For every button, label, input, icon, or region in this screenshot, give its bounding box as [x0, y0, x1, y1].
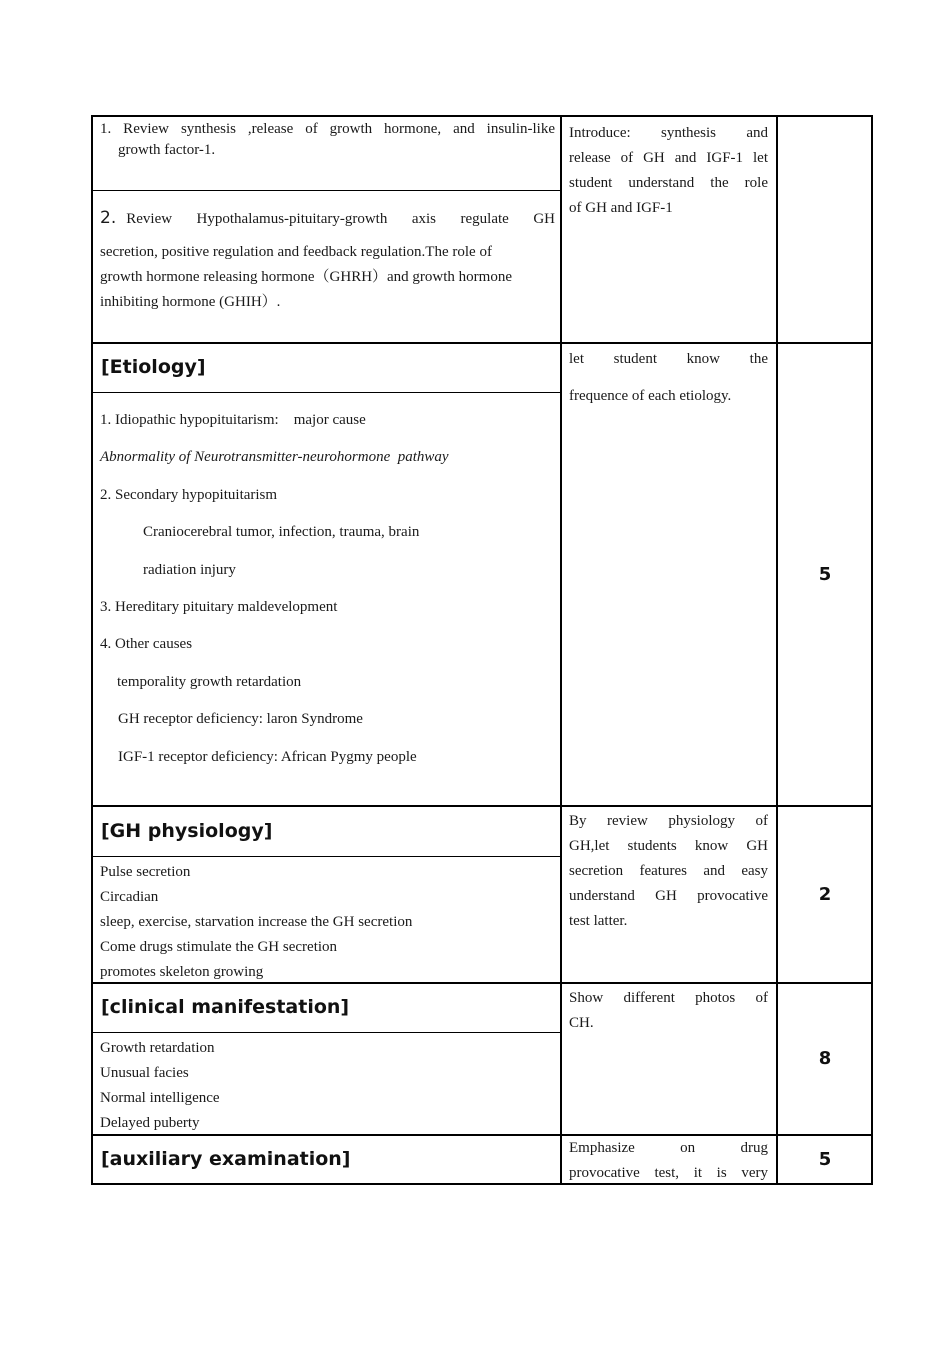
row1-teaching-goal: [569, 121, 768, 221]
etiology-heading: [Etiology]: [101, 356, 206, 378]
cell-divider: [91, 392, 561, 393]
text-line: By review physiology of: [569, 813, 768, 829]
row-divider: [91, 805, 873, 807]
text-line: 1. Review synthesis ,release of growth hormone, and insulin-like: [100, 121, 555, 137]
gh-physiology-heading: [GH physiology]: [101, 820, 273, 842]
etiology-item: 4. Other causes: [100, 636, 193, 653]
cell-divider: [91, 856, 561, 857]
row2-teaching-goal: [569, 351, 768, 405]
etiology-item: 2. Secondary hypopituitarism: [100, 486, 278, 503]
text-line: inhibiting hormone (GHIH）.: [100, 294, 281, 310]
etiology-item: Craniocerebral tumor, infection, trauma, brain: [143, 524, 420, 541]
text-line: understand GH provocative: [569, 888, 768, 904]
text-line: Emphasize on drug: [569, 1140, 768, 1156]
review-axis-text: [100, 208, 555, 315]
physiology-item: Pulse secretion: [100, 864, 191, 880]
etiology-item: temporality growth retardation: [117, 673, 302, 690]
text-line: growth factor-1.: [118, 142, 216, 158]
text-line: release of GH and IGF-1 let: [569, 150, 768, 166]
clinical-manifestation-heading: [clinical manifestation]: [101, 996, 350, 1018]
text-line: Introduce: synthesis and: [569, 125, 768, 141]
manifestation-item: Growth retardation: [100, 1040, 215, 1056]
text-line: provocative test, it is very: [569, 1165, 768, 1181]
review-synthesis-text: [100, 121, 555, 159]
text-line: secretion, positive regulation and feedback regulation.The role of: [100, 244, 492, 260]
clinical-manifestation-list: [100, 1036, 555, 1136]
physiology-item: promotes skeleton growing: [100, 964, 264, 980]
text-line: CH.: [569, 1015, 594, 1031]
manifestation-item: Delayed puberty: [100, 1115, 200, 1131]
etiology-item: GH receptor deficiency: laron Syndrome: [118, 711, 363, 728]
text-line: frequence of each etiology.: [569, 388, 732, 404]
text-line: test latter.: [569, 913, 628, 929]
column-divider-1: [560, 115, 562, 1185]
gh-physiology-list: [100, 860, 555, 985]
text-line: GH,let students know GH: [569, 838, 768, 854]
physiology-item: Come drugs stimulate the GH secretion: [100, 939, 338, 955]
cell-divider: [91, 1032, 561, 1033]
physiology-item: Circadian: [100, 889, 159, 905]
row4-teaching-goal: [569, 986, 768, 1036]
physiology-item: sleep, exercise, starvation increase the GH secretion: [100, 914, 413, 930]
text-line: student understand the role: [569, 175, 768, 191]
text-line: Review Hypothalamus-pituitary-growth axis regulate GH: [126, 211, 555, 227]
text-line: of GH and IGF-1: [569, 200, 673, 216]
gh-physiology-time: 2: [818, 884, 832, 905]
text-line: Show different photos of: [569, 990, 768, 1006]
manifestation-item: Unusual facies: [100, 1065, 189, 1081]
text-line: growth hormone releasing hormone（GHRH）and growth hormone: [100, 269, 513, 285]
auxiliary-examination-time: 5: [818, 1149, 832, 1170]
etiology-item: IGF-1 receptor deficiency: African Pygmy people: [118, 748, 417, 765]
list-number: 2.: [100, 208, 117, 228]
etiology-item: 3. Hereditary pituitary maldevelopment: [100, 599, 338, 616]
etiology-item: Abnormality of Neurotransmitter-neurohormone pathway: [100, 449, 449, 466]
cell-divider: [91, 190, 561, 191]
clinical-manifestation-time: 8: [818, 1048, 832, 1069]
row-divider: [91, 342, 873, 344]
etiology-list: [100, 402, 555, 776]
row3-teaching-goal: [569, 809, 768, 934]
etiology-time: 5: [818, 564, 832, 585]
etiology-item: 1. Idiopathic hypopituitarism: major cause: [100, 412, 366, 428]
auxiliary-examination-heading: [auxiliary examination]: [101, 1148, 351, 1170]
row5-teaching-goal: [569, 1136, 768, 1186]
text-line: secretion features and easy: [569, 863, 768, 879]
manifestation-item: Normal intelligence: [100, 1090, 220, 1106]
etiology-item: radiation injury: [143, 561, 236, 578]
column-divider-2: [776, 115, 778, 1185]
text-line: let student know the: [569, 351, 768, 367]
